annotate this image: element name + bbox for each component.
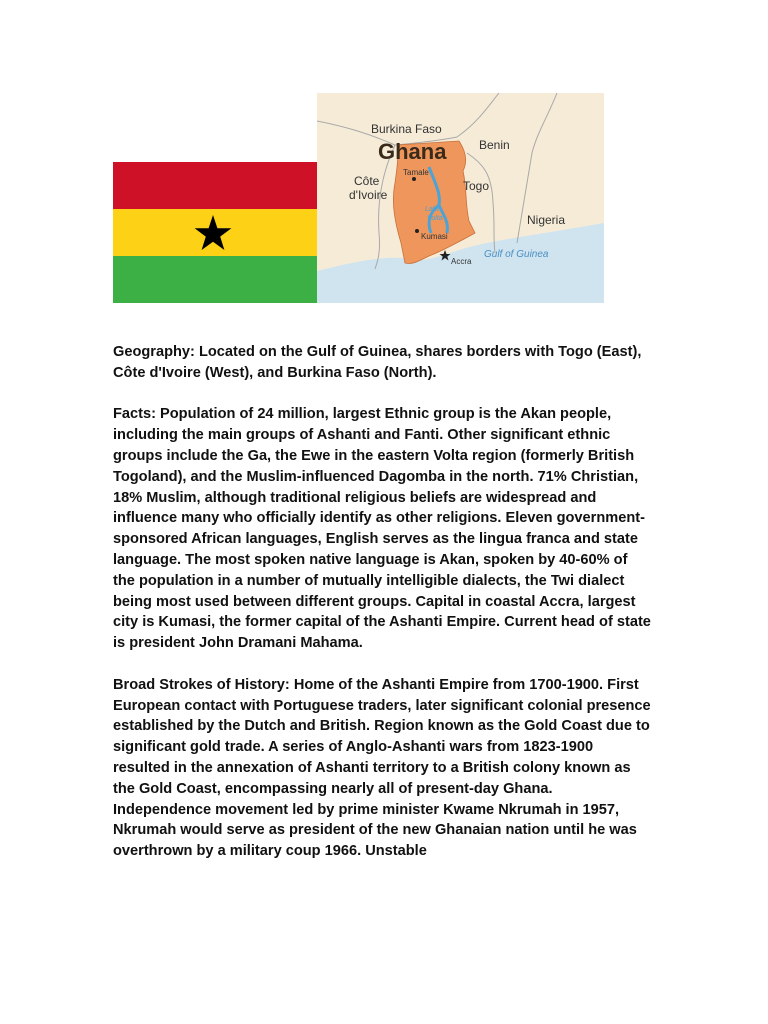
label-divoire: d'Ivoire (349, 188, 388, 202)
kumasi-dot (415, 229, 419, 233)
label-cote: Côte (354, 174, 380, 188)
flag-green-band (113, 256, 317, 303)
label-nigeria: Nigeria (527, 213, 566, 227)
black-star-icon (193, 213, 233, 253)
label-lake: Lake (425, 206, 441, 213)
label-tamale: Tamale (403, 168, 429, 177)
label-benin: Benin (479, 138, 510, 152)
ghana-flag (113, 162, 317, 303)
label-gulf-of-guinea: Gulf of Guinea (484, 249, 549, 260)
flag-red-band (113, 162, 317, 209)
label-ghana: Ghana (378, 139, 447, 164)
document-body (113, 342, 653, 883)
facts-paragraph: Facts: Population of 24 million, largest Ethnic group is the Akan people, including the main groups of Ashanti and Fanti. Other significant ethnic groups include the Ga, the Ewe in the eastern Volta region (formerly British Togoland), and the Muslim-influenced Dagomba in the north. 71% Christian, 18% Muslim, although traditional religious beliefs are widespread and influence many who officially identify as other religions. Eleven government-sponsored African languages, English serves as the lingua franca and state language. The most spoken native language is Akan, spoken by 40-60% of the population in a number of mutually intelligible dialects, the Twi dialect being most used between different groups. Capital in coastal Accra, largest city is Kumasi, the former capital of the Ashanti Empire. Current head of state is president John Dramani Mahama. (113, 406, 651, 652)
tamale-dot (412, 177, 416, 181)
label-accra: Accra (451, 257, 472, 266)
ghana-map (317, 93, 604, 303)
label-burkina-faso: Burkina Faso (371, 122, 442, 136)
label-togo: Togo (463, 179, 490, 193)
label-volta: Volta (427, 215, 443, 222)
label-kumasi: Kumasi (421, 232, 448, 241)
history-paragraph: Broad Strokes of History: Home of the Ashanti Empire from 1700-1900. First European contact with Portuguese traders, later significant colonial presence established by the Dutch and British. Region known as the Gold Coast due to significant gold trade. A series of Anglo-Ashanti wars from 1823-1900 resulted in the annexation of Ashanti territory to a British colony known as the Gold Coast, encompassing nearly all of present-day Ghana. Independence movement led by prime minister Kwame Nkrumah in 1957, Nkrumah would serve as president of the new Ghanaian nation until he was overthrown by a military coup 1966. Unstable (113, 676, 651, 860)
geography-paragraph: Geography: Located on the Gulf of Guinea, shares borders with Togo (East), Côte d'Ivoire (West), and Burkina Faso (North). (113, 344, 642, 381)
